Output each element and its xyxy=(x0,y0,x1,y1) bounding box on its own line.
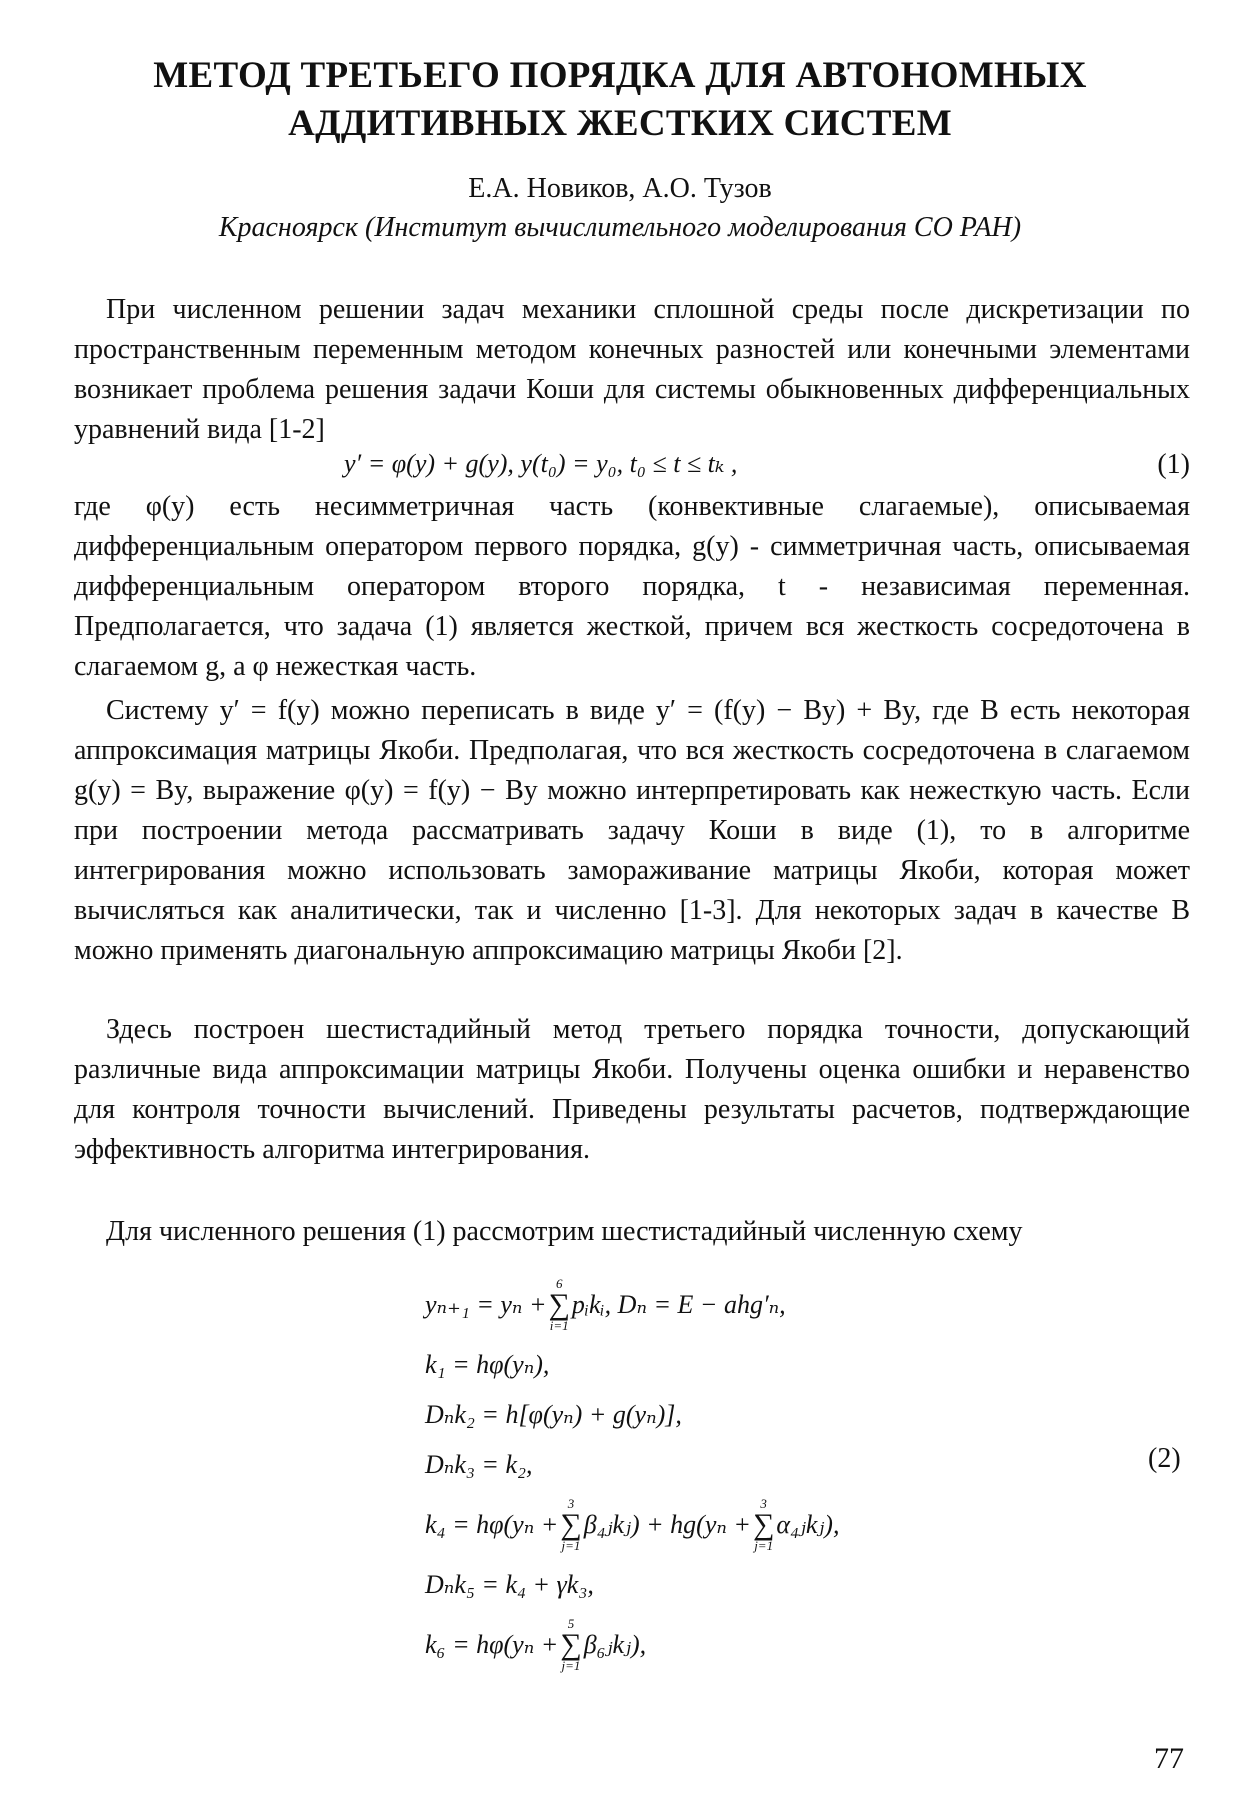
paragraph-jacobi: Систему y′ = f(y) можно переписать в виде y′ = (f(y) − By) + By, где B есть некоторая аппроксимация матрицы Якоби. Предполагая, что вся жесткость сосредоточена в слагаемом g(y) = By, выражение φ(y) = f(y) − By можно интерпретировать как нежесткую часть. Если при построении метода рассматривать задачу Коши в виде (1), то в алгоритме интегрирования можно использовать замораживание матрицы Якоби, которая может вычисляться как аналитически, так и численно [1-3]. Для некоторых задач в качестве B можно применять диагональную аппроксимацию матрицы Якоби [2]. xyxy=(74,695,1190,966)
title-line-1: МЕТОД ТРЕТЬЕГО ПОРЯДКА ДЛЯ АВТОНОМНЫХ xyxy=(153,55,1087,96)
scheme-row-2: k₁ = hφ(yₙ), xyxy=(425,1350,550,1379)
paragraph-method: Здесь построен шестистадийный метод третьего порядка точности, допускающий различные вида аппроксимации матрицы Якоби. Получены оценка ошибки и неравенство для контроля точности вычислений. Приведены результаты расчетов, подтверждающие эффективность алгоритма интегрирования. xyxy=(74,1014,1190,1165)
authors: Е.А. Новиков, А.О. Тузов xyxy=(468,173,772,204)
equation-1-expression: y′ = φ(y) + g(y), y(t₀) = y₀, t₀ ≤ t ≤ tₖ , xyxy=(344,449,738,478)
sum-upper-limit: 3 xyxy=(567,1496,575,1511)
scheme-row-5 xyxy=(425,1490,1145,1560)
sum-lower-limit: i=1 xyxy=(549,1318,569,1333)
paper-title xyxy=(100,52,1140,148)
scheme-row-5-part-a: k₄ = hφ(yₙ + xyxy=(425,1510,559,1539)
sum-lower-limit: j=1 xyxy=(754,1538,774,1553)
scheme-row-7-part-a: k₆ = hφ(yₙ + xyxy=(425,1630,559,1659)
affiliation: Красноярск (Институт вычислительного моделирования СО РАН) xyxy=(218,212,1022,243)
sum-symbol: 3 ∑ j=1 xyxy=(752,1496,775,1553)
scheme-row-1-right: pᵢkᵢ, Dₙ = E − ahg′ₙ, xyxy=(571,1290,786,1319)
sum-upper-limit: 3 xyxy=(760,1496,767,1511)
sum-upper-limit: 6 xyxy=(555,1276,563,1291)
sum-lower-limit: j=1 xyxy=(561,1538,581,1553)
equation-2-number: (2) xyxy=(1148,1443,1181,1474)
equation-1-number: (1) xyxy=(1157,449,1190,480)
equation-1 xyxy=(74,449,1190,485)
scheme-row-4: Dₙk₃ = k₂, xyxy=(425,1450,533,1479)
sum-lower-limit: j=1 xyxy=(561,1658,581,1673)
scheme-row-5-part-c: α₄ⱼkⱼ), xyxy=(776,1510,840,1539)
scheme-row-1 xyxy=(425,1270,1145,1340)
paragraph-intro: При численном решении задач механики сплошной среды после дискретизации по пространственным переменным методом конечных разностей или конечными элементами возникает проблема решения задачи Коши для системы обыкновенных дифференциальных уравнений вида [1-2] xyxy=(74,294,1190,445)
scheme-row-7 xyxy=(425,1610,1145,1680)
paragraph-definitions: где φ(y) есть несимметричная часть (конвективные слагаемые), описываемая дифференциальным оператором первого порядка, g(y) - симметричная часть, описываемая дифференциальным оператором второго порядка, t - независимая переменная. Предполагается, что задача (1) является жесткой, причем вся жесткость сосредоточена в слагаемом g, а φ нежесткая часть. xyxy=(74,491,1190,682)
scheme-row-6: Dₙk₅ = k₄ + γk₃, xyxy=(425,1570,594,1599)
scheme-row-7-part-b: β₆ⱼkⱼ), xyxy=(583,1630,647,1659)
scheme-row-1-left: yₙ₊₁ = yₙ + xyxy=(425,1290,547,1319)
scheme-equations xyxy=(425,1270,1145,1680)
sum-symbol: 5 ∑ j=1 xyxy=(560,1616,582,1673)
sum-symbol: 3 ∑ j=1 xyxy=(560,1496,582,1553)
scheme-row-5-part-b: β₄ⱼkⱼ) + hg(yₙ + xyxy=(583,1510,751,1539)
page-number: 77 xyxy=(1154,1742,1184,1775)
paragraph-scheme-intro: Для численного решения (1) рассмотрим шестистадийный численную схему xyxy=(106,1216,1023,1247)
sum-symbol: 6 ∑ i=1 xyxy=(548,1276,570,1333)
title-line-2: АДДИТИВНЫХ ЖЕСТКИХ СИСТЕМ xyxy=(288,103,952,144)
scheme-row-3: Dₙk₂ = h[φ(yₙ) + g(yₙ)], xyxy=(425,1400,682,1429)
sum-upper-limit: 5 xyxy=(567,1616,575,1631)
